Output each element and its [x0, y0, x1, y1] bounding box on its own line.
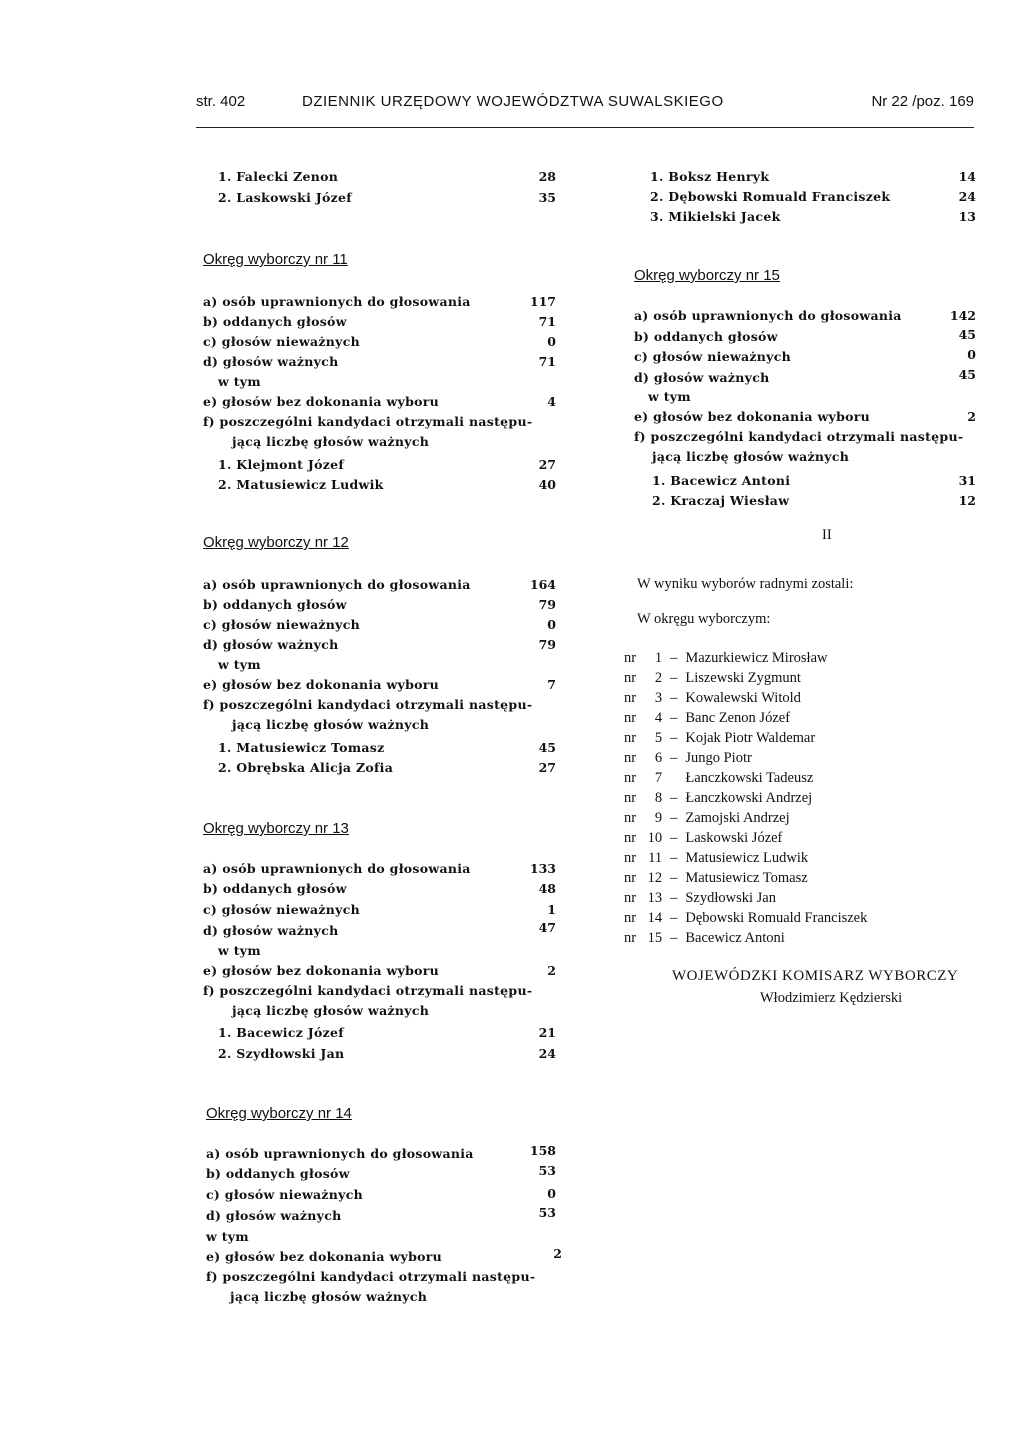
row-label: b) oddanych głosów: [203, 597, 347, 612]
list-value: 14: [958, 169, 976, 184]
row-label: a) osób uprawnionych do głosowania: [203, 861, 471, 876]
row-label: c) głosów nieważnych: [206, 1187, 364, 1202]
row-label: c) głosów nieważnych: [203, 334, 361, 349]
candidate-votes: 27: [538, 457, 556, 472]
row-label: b) oddanych głosów: [634, 329, 778, 344]
row-value: 45: [958, 327, 976, 342]
list-item: 1. Falecki Zenon: [218, 169, 339, 184]
candidate-votes: 45: [538, 740, 556, 755]
row-value: 53: [538, 1205, 556, 1220]
row-label: d) głosów ważnych: [203, 637, 339, 652]
list-value: 13: [958, 209, 976, 224]
row-label: w tym: [206, 1229, 249, 1244]
row-value: 45: [958, 367, 976, 382]
list-item: nr 3 – Kowalewski Witold: [624, 690, 801, 706]
list-item: nr 2 – Liszewski Zygmunt: [624, 670, 801, 686]
row-value: 2: [967, 409, 976, 424]
row-value: 47: [538, 920, 556, 935]
row-label: b) oddanych głosów: [203, 314, 347, 329]
row-value: 79: [538, 597, 556, 612]
district-heading: Okręg wyborczy nr 12: [203, 534, 349, 551]
list-value: 35: [538, 190, 556, 205]
list-item: nr 9 – Zamojski Andrzej: [624, 810, 790, 826]
row-value: 0: [547, 1186, 556, 1201]
list-item: nr 13 – Szydłowski Jan: [624, 890, 776, 906]
row-value: 0: [547, 334, 556, 349]
row-label: d) głosów ważnych: [634, 370, 770, 385]
list-item: nr 8 – Łanczkowski Andrzej: [624, 790, 813, 806]
row-label: d) głosów ważnych: [203, 923, 339, 938]
row-label: a) osób uprawnionych do głosowania: [203, 577, 471, 592]
row-value: 0: [967, 347, 976, 362]
journal-title: DZIENNIK URZĘDOWY WOJEWÓDZTWA SUWALSKIEGO: [302, 93, 724, 110]
header-rule: [196, 127, 974, 128]
row-value: 158: [529, 1143, 556, 1158]
row-value: 142: [949, 308, 976, 323]
row-label: a) osób uprawnionych do głosowania: [203, 294, 471, 309]
list-value: 24: [958, 189, 976, 204]
row-value: 1: [547, 902, 556, 917]
list-item: nr 6 – Jungo Piotr: [624, 750, 752, 766]
list-item: nr 7 Łanczkowski Tadeusz: [624, 770, 814, 786]
list-item: nr 4 – Banc Zenon Józef: [624, 710, 791, 726]
row-label: a) osób uprawnionych do głosowania: [634, 308, 902, 323]
row-label: w tym: [218, 374, 261, 389]
row-value: 48: [538, 881, 556, 896]
row-label: w tym: [218, 657, 261, 672]
row-value: 164: [529, 577, 556, 592]
candidate-votes: 24: [538, 1046, 556, 1061]
candidate: 1. Klejmont Józef: [218, 457, 345, 472]
section-numeral: II: [822, 527, 832, 543]
row-label: f) poszczególni kandydaci otrzymali następu-: [634, 429, 964, 444]
list-value: 28: [538, 169, 556, 184]
district-heading: Okręg wyborczy nr 11: [203, 251, 348, 268]
candidate-votes: 27: [538, 760, 556, 775]
row-label: c) głosów nieważnych: [634, 349, 792, 364]
row-value: 53: [538, 1163, 556, 1178]
signature-name: Włodzimierz Kędzierski: [760, 990, 903, 1006]
row-value: 133: [529, 861, 556, 876]
row-value: 2: [547, 963, 556, 978]
row-label: e) głosów bez dokonania wyboru: [206, 1249, 443, 1264]
signature-title: WOJEWÓDZKI KOMISARZ WYBORCZY: [672, 968, 959, 984]
list-item: nr 11 – Matusiewicz Ludwik: [624, 850, 809, 866]
row-label: jącą liczbę głosów ważnych: [652, 449, 850, 464]
row-value: 7: [547, 677, 556, 692]
row-label: jącą liczbę głosów ważnych: [232, 717, 430, 732]
row-label: f) poszczególni kandydaci otrzymali następu-: [203, 414, 533, 429]
row-label: w tym: [648, 389, 691, 404]
candidate-votes: 40: [538, 477, 556, 492]
district-heading: Okręg wyborczy nr 13: [203, 820, 349, 837]
row-label: jącą liczbę głosów ważnych: [232, 434, 430, 449]
row-label: b) oddanych głosów: [206, 1166, 350, 1181]
list-item: nr 15 – Bacewicz Antoni: [624, 930, 785, 946]
candidate-votes: 31: [958, 473, 976, 488]
list-item: 3. Mikielski Jacek: [650, 209, 781, 224]
list-item: nr 14 – Dębowski Romuald Franciszek: [624, 910, 868, 926]
list-item: nr 10 – Laskowski Józef: [624, 830, 783, 846]
candidate-votes: 21: [538, 1025, 556, 1040]
row-value: 2: [553, 1246, 562, 1261]
row-value: 79: [538, 637, 556, 652]
row-value: 117: [529, 294, 556, 309]
candidate: 1. Bacewicz Antoni: [652, 473, 791, 488]
candidate: 2. Obrębska Alicja Zofia: [218, 760, 394, 775]
list-item: 2. Dębowski Romuald Franciszek: [650, 189, 891, 204]
district-heading: Okręg wyborczy nr 15: [634, 267, 780, 284]
row-label: e) głosów bez dokonania wyboru: [203, 394, 440, 409]
district-heading: Okręg wyborczy nr 14: [206, 1105, 352, 1122]
row-label: e) głosów bez dokonania wyboru: [634, 409, 871, 424]
row-label: f) poszczególni kandydaci otrzymali następu-: [203, 697, 533, 712]
candidate: 1. Bacewicz Józef: [218, 1025, 344, 1040]
list-item: 1. Boksz Henryk: [650, 169, 770, 184]
candidate-votes: 12: [958, 493, 976, 508]
row-label: b) oddanych głosów: [203, 881, 347, 896]
list-item: 2. Laskowski Józef: [218, 190, 352, 205]
row-value: 71: [538, 314, 556, 329]
row-label: f) poszczególni kandydaci otrzymali następu-: [203, 983, 533, 998]
list-item: nr 12 – Matusiewicz Tomasz: [624, 870, 808, 886]
row-label: e) głosów bez dokonania wyboru: [203, 677, 440, 692]
list-item: nr 5 – Kojak Piotr Waldemar: [624, 730, 816, 746]
candidate: 2. Kraczaj Wiesław: [652, 493, 790, 508]
row-label: c) głosów nieważnych: [203, 617, 361, 632]
row-label: w tym: [218, 943, 261, 958]
row-label: jącą liczbę głosów ważnych: [232, 1003, 430, 1018]
candidate: 2. Szydłowski Jan: [218, 1046, 345, 1061]
row-label: f) poszczególni kandydaci otrzymali następu-: [206, 1269, 536, 1284]
candidate: 2. Matusiewicz Ludwik: [218, 477, 384, 492]
row-label: jącą liczbę głosów ważnych: [230, 1289, 428, 1304]
row-value: 71: [538, 354, 556, 369]
row-label: a) osób uprawnionych do głosowania: [206, 1146, 474, 1161]
row-label: d) głosów ważnych: [203, 354, 339, 369]
row-label: d) głosów ważnych: [206, 1208, 342, 1223]
section-sub: W okręgu wyborczym:: [637, 611, 771, 627]
row-value: 0: [547, 617, 556, 632]
page-number: str. 402: [196, 93, 246, 110]
list-item: nr 1 – Mazurkiewicz Mirosław: [624, 650, 828, 666]
section-intro: W wyniku wyborów radnymi zostali:: [637, 576, 854, 592]
issue-number: Nr 22 /poz. 169: [871, 93, 974, 110]
row-label: c) głosów nieważnych: [203, 902, 361, 917]
row-label: e) głosów bez dokonania wyboru: [203, 963, 440, 978]
candidate: 1. Matusiewicz Tomasz: [218, 740, 385, 755]
row-value: 4: [547, 394, 556, 409]
